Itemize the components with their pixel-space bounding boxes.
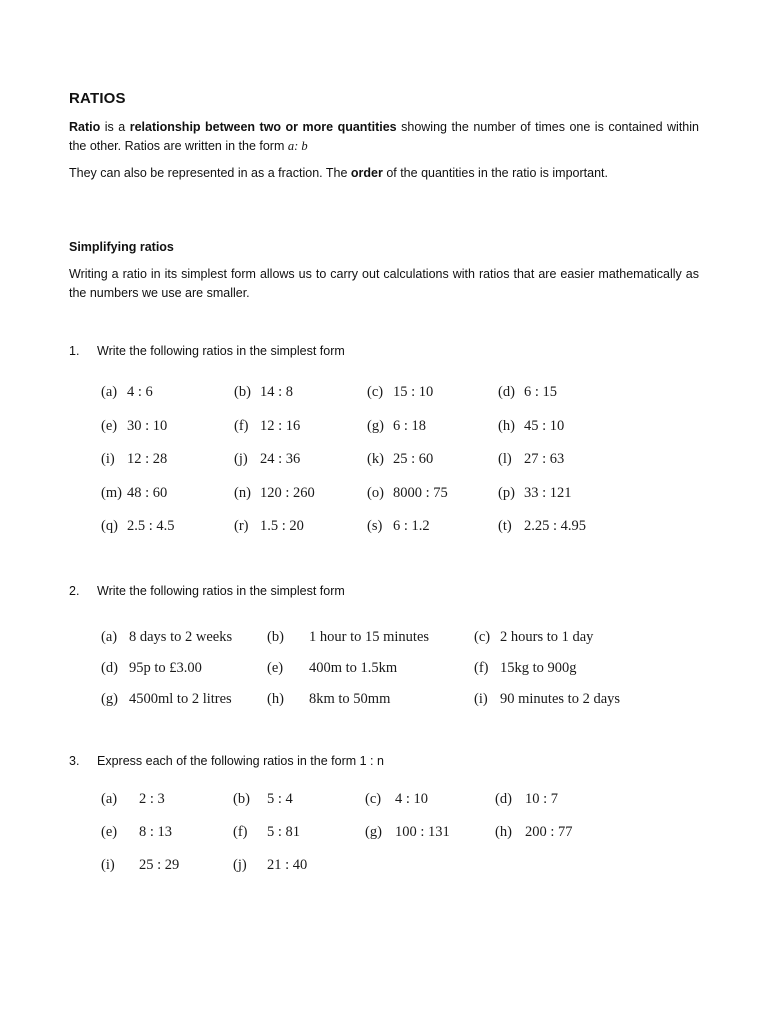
item-value: 6 : 1.2 [393,518,430,534]
ratio-item [101,629,232,646]
ratio-item [101,451,167,468]
question-3-heading [69,754,384,768]
ratio-item [367,518,430,535]
item-value: 6 : 18 [393,418,427,434]
item-label: (c) [365,791,382,807]
question-prompt: Write the following ratios in the simplest form [97,584,345,598]
item-label: (t) [498,518,512,534]
intro-text: They can also be represented in as a fraction. The [69,166,351,180]
ratio-item [233,824,300,841]
question-number: 1. [69,344,80,358]
item-label: (i) [474,691,488,707]
ratio-form: a: b [287,139,308,153]
item-value: 10 : 7 [525,791,559,807]
ratio-item [495,791,558,808]
item-value: 200 : 77 [525,824,573,840]
ratio-item [365,824,450,841]
item-label: (c) [367,384,384,400]
item-value: 24 : 36 [260,451,301,467]
ratio-item [101,791,165,808]
ratio-item [101,384,153,401]
ratio-item [367,451,433,468]
item-value: 45 : 10 [524,418,565,434]
item-label: (n) [234,485,251,501]
item-value: 33 : 121 [524,485,572,501]
item-value: 21 : 40 [267,857,308,873]
ratio-item [234,518,304,535]
intro-paragraph-1 [69,118,699,156]
ratio-item [474,660,577,677]
item-label: (c) [474,629,491,645]
ratio-item [367,485,448,502]
item-label: (b) [267,629,284,645]
ratio-item [365,791,428,808]
item-label: (g) [365,824,382,840]
item-value: 14 : 8 [260,384,294,400]
item-value: 30 : 10 [127,418,168,434]
item-value: 8 : 13 [139,824,173,840]
item-label: (e) [267,660,284,676]
ratio-definition: relationship between two or more quantities [129,120,397,134]
item-label: (i) [101,451,115,467]
item-value: 12 : 16 [260,418,301,434]
item-label: (s) [367,518,383,534]
item-label: (h) [495,824,512,840]
item-value: 1.5 : 20 [260,518,304,534]
ratio-item [233,791,293,808]
item-value: 27 : 63 [524,451,565,467]
question-prompt: Write the following ratios in the simplest form [97,344,345,358]
item-label: (b) [233,791,250,807]
section-heading: Simplifying ratios [69,240,174,254]
ratio-item [234,451,300,468]
item-label: (h) [267,691,284,707]
item-value: 6 : 15 [524,384,558,400]
item-label: (f) [474,660,489,676]
ratio-item [498,384,557,401]
item-value: 90 minutes to 2 days [500,691,621,707]
item-label: (e) [101,418,118,434]
item-value: 400m to 1.5km [309,660,398,676]
item-value: 95p to £3.00 [129,660,202,676]
ratio-item [267,629,429,646]
item-label: (g) [367,418,384,434]
ratio-item [267,660,397,677]
item-label: (k) [367,451,384,467]
item-value: 1 hour to 15 minutes [309,629,430,645]
item-label: (d) [498,384,515,400]
ratio-item [101,418,167,435]
item-label: (q) [101,518,118,534]
ratio-item [101,824,172,841]
item-value: 5 : 4 [267,791,293,807]
item-label: (g) [101,691,118,707]
intro-text: of the quantities in the ratio is important. [382,166,608,180]
intro-text: showing the number of times one is contained within the other. Ratios are written in the form [69,120,699,153]
question-2-heading [69,584,345,598]
item-value: 4500ml to 2 litres [129,691,232,707]
ratio-item [498,485,572,502]
page-title: RATIOS [69,90,126,107]
item-value: 8km to 50mm [309,691,391,707]
ratio-item [234,384,293,401]
question-1-heading [69,344,345,358]
question-number: 2. [69,584,80,598]
item-value: 48 : 60 [127,485,168,501]
item-value: 5 : 81 [267,824,301,840]
item-label: (j) [233,857,247,873]
ratio-item [101,660,202,677]
item-value: 15kg to 900g [500,660,577,676]
item-value: 120 : 260 [260,485,315,501]
item-label: (d) [495,791,512,807]
item-value: 2.5 : 4.5 [127,518,175,534]
item-label: (p) [498,485,515,501]
ratio-item [498,518,586,535]
ratio-item [367,384,433,401]
question-number: 3. [69,754,80,768]
item-label: (b) [234,384,251,400]
order-term: order [350,166,383,180]
ratio-item [101,691,232,708]
item-value: 15 : 10 [393,384,434,400]
item-label: (a) [101,629,118,645]
ratio-item [498,451,564,468]
ratio-item [474,691,620,708]
ratio-item [498,418,564,435]
ratio-item [495,824,573,841]
item-label: (f) [233,824,248,840]
intro-paragraph-2 [69,164,699,183]
ratio-term: Ratio [69,120,101,134]
ratio-item [101,857,179,874]
item-label: (o) [367,485,384,501]
item-label: (d) [101,660,118,676]
item-value: 2 : 3 [139,791,165,807]
item-value: 25 : 60 [393,451,434,467]
item-value: 2.25 : 4.95 [524,518,587,534]
item-value: 2 hours to 1 day [500,629,594,645]
ratio-item [267,691,390,708]
ratio-item [474,629,593,646]
simplifying-paragraph: Writing a ratio in its simplest form allows us to carry out calculations with ratios that are easier mathematically as the numbers we use are smaller. [69,267,699,300]
item-value: 8 days to 2 weeks [129,629,233,645]
item-label: (a) [101,384,118,400]
intro-text: is a [100,120,130,134]
question-prompt: Express each of the following ratios in the form 1 : n [97,754,384,768]
ratio-item [234,485,315,502]
item-label: (m) [101,485,122,501]
item-value: 25 : 29 [139,857,180,873]
ratio-item [234,418,300,435]
item-label: (e) [101,824,118,840]
item-value: 8000 : 75 [393,485,448,501]
item-label: (h) [498,418,515,434]
ratio-item [233,857,307,874]
item-label: (j) [234,451,248,467]
item-label: (l) [498,451,512,467]
item-value: 100 : 131 [395,824,450,840]
item-value: 12 : 28 [127,451,168,467]
item-label: (a) [101,791,118,807]
ratio-item [367,418,426,435]
item-label: (r) [234,518,249,534]
ratio-item [101,485,167,502]
item-label: (f) [234,418,249,434]
ratio-item [101,518,175,535]
item-value: 4 : 6 [127,384,153,400]
item-value: 4 : 10 [395,791,429,807]
item-label: (i) [101,857,115,873]
